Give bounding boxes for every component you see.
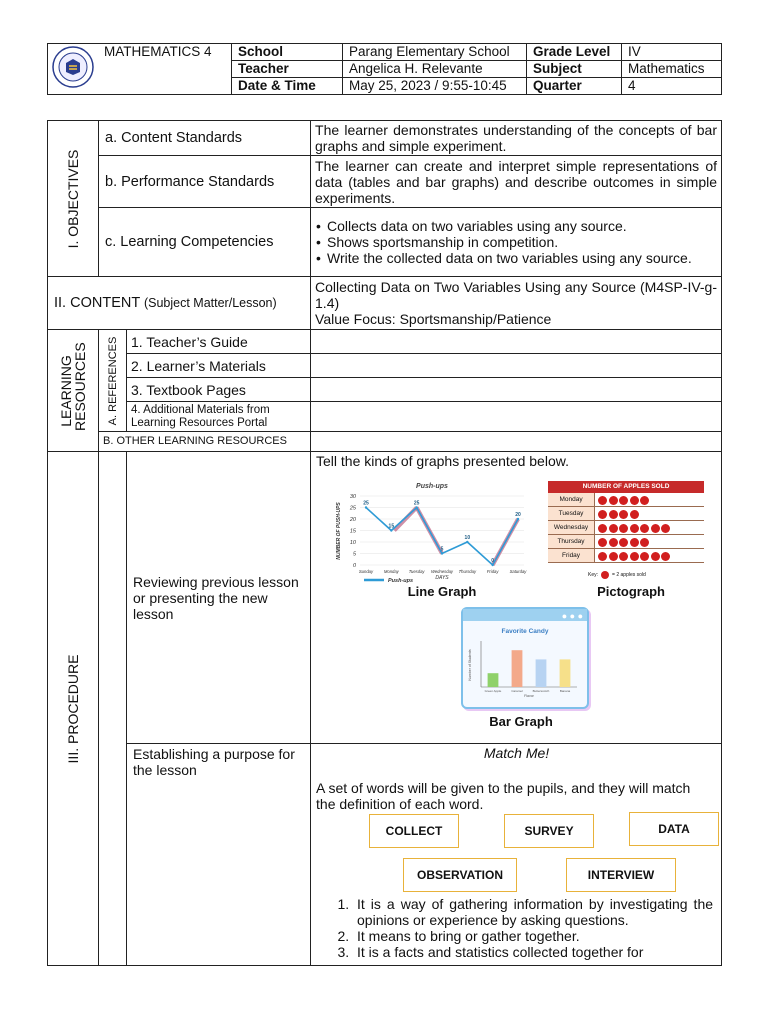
line-chart-ytick: 0 <box>352 563 357 569</box>
word-box-interview: INTERVIEW <box>566 858 676 892</box>
apple-icon <box>598 524 607 533</box>
school-value: Parang Elementary School <box>343 44 527 61</box>
subject-label: Subject <box>527 61 622 78</box>
pictograph-day: Friday <box>548 549 595 562</box>
subject-title: MATHEMATICS 4 <box>104 44 212 59</box>
line-chart-data-label: 0 <box>491 558 495 564</box>
apple-icon <box>619 510 628 519</box>
performance-standards-text: The learner can create and interpret simple representations of data (tables and bar graphs) and describe outcomes in simple experiments. <box>311 156 722 208</box>
pictograph-row <box>548 521 704 535</box>
deped-seal-icon <box>51 45 95 89</box>
textbook-value <box>311 378 722 402</box>
bar-chart-bar <box>536 659 547 687</box>
pictograph-row <box>548 507 704 521</box>
apple-icon <box>609 524 618 533</box>
bar-graph-caption: Bar Graph <box>489 714 553 729</box>
content-label: II. CONTENT <box>54 295 140 311</box>
line-chart-point <box>415 506 417 508</box>
apple-icon <box>661 552 670 561</box>
line-chart-data-label: 15 <box>388 523 395 530</box>
competencies-cell <box>311 208 722 277</box>
line-chart-data-label: 20 <box>515 512 521 518</box>
pictograph-row <box>548 549 704 563</box>
teacher-value: Angelica H. Relevante <box>343 61 527 78</box>
bar-graph-window <box>461 607 589 709</box>
additional-materials-value <box>311 402 722 432</box>
line-chart-point <box>441 552 443 554</box>
line-chart-xtick: Thursday <box>458 569 477 574</box>
apple-icon <box>609 552 618 561</box>
line-chart-xtick: Friday <box>486 569 499 574</box>
apple-icon <box>609 538 618 547</box>
review-content-cell <box>311 452 722 744</box>
bar-chart-bar <box>512 650 523 687</box>
line-graph-caption: Line Graph <box>407 584 477 599</box>
apple-icon <box>598 538 607 547</box>
grade-value: IV <box>622 44 722 61</box>
line-chart-xlabel: DAYS <box>435 575 449 581</box>
apple-icon <box>619 538 628 547</box>
bar-chart-xlabel: Flavor <box>524 694 534 698</box>
content-sublabel: (Subject Matter/Lesson) <box>143 296 277 310</box>
pictograph-title: NUMBER OF APPLES SOLD <box>548 481 704 493</box>
objectives-label-cell <box>48 121 99 277</box>
bar-graph <box>463 621 583 705</box>
word-box-observation: OBSERVATION <box>403 858 517 892</box>
purpose-label: Establishing a purpose for the lesson <box>133 746 295 778</box>
references-label: A. REFERENCES <box>106 336 119 425</box>
apple-key-icon <box>601 571 609 579</box>
line-chart-point <box>390 529 392 531</box>
review-label: Reviewing previous lesson or presenting the new lesson <box>133 573 299 622</box>
apple-icon <box>619 496 628 505</box>
additional-materials-label: 4. Additional Materials from Learning Resources Portal <box>127 402 311 432</box>
subject-value: Mathematics <box>622 61 722 78</box>
window-dots-icon: ● ● ● <box>561 611 584 621</box>
apple-icon <box>661 524 670 533</box>
line-chart-data-label: 25 <box>363 500 369 507</box>
bar-chart-xtick: Caramel <box>511 689 523 693</box>
textbook-label: 3. Textbook Pages <box>127 378 311 402</box>
word-box-survey: SURVEY <box>504 814 594 848</box>
bar-chart-bar <box>488 673 499 687</box>
pictograph-row <box>548 535 704 549</box>
performance-standards-label: b. Performance Standards <box>99 156 311 208</box>
pictograph <box>548 481 704 583</box>
competency-item: • Shows sportsmanship in competition. <box>327 234 717 250</box>
line-chart-point <box>491 564 493 566</box>
line-chart-xtick: Tuesday <box>408 569 425 574</box>
learners-materials-label: 2. Learner’s Materials <box>127 354 311 378</box>
lesson-plan-table <box>47 120 722 966</box>
line-chart-data-label: 25 <box>413 500 420 507</box>
line-chart-ytick: 10 <box>349 540 357 546</box>
line-chart-data-label: 5 <box>440 546 444 553</box>
other-resources-label: B. OTHER LEARNING RESOURCES <box>99 432 311 452</box>
line-chart-ytick: 30 <box>349 494 357 500</box>
teachers-guide-label: 1. Teacher’s Guide <box>127 330 311 354</box>
line-chart-ytick: 25 <box>349 505 357 512</box>
definition-item: 2. It means to bring or gather together. <box>353 928 713 944</box>
resources-label: LEARNING RESOURCES <box>58 341 88 431</box>
apple-icon <box>619 524 628 533</box>
pictograph-row <box>548 493 704 507</box>
review-instruction: Tell the kinds of graphs presented below. <box>316 453 569 469</box>
line-chart-xtick: Saturday <box>509 569 527 574</box>
definition-item: 1. It is a way of gathering information by investigating the opinions or experience by asking questions. <box>353 896 713 928</box>
procedure-label: III. PROCEDURE <box>65 654 81 763</box>
content-cell <box>311 277 722 330</box>
apple-icon <box>651 524 660 533</box>
teachers-guide-value <box>311 330 722 354</box>
apple-icon <box>640 524 649 533</box>
teacher-label: Teacher <box>232 61 343 78</box>
bar-chart-title: Favorite Candy <box>501 628 549 635</box>
bar-chart-xtick: Green Apple <box>484 689 502 693</box>
content-line-1: Collecting Data on Two Variables Using any Source (M4SP-IV-g-1.4) <box>315 279 718 311</box>
line-graph <box>334 479 529 583</box>
content-label-cell <box>48 277 311 330</box>
content-standards-text: The learner demonstrates understanding of the concepts of bar graphs and simple experiment. <box>311 121 722 156</box>
apple-icon <box>609 510 618 519</box>
pictograph-day: Monday <box>548 493 595 506</box>
content-standards-label: a. Content Standards <box>99 121 311 156</box>
quarter-label: Quarter <box>527 78 622 95</box>
resources-label-cell <box>48 330 99 452</box>
competency-item: • Collects data on two variables using any source. <box>327 218 717 234</box>
header-table <box>47 43 722 95</box>
line-chart-xtick: Monday <box>383 569 399 574</box>
procedure-label-cell <box>48 452 99 966</box>
apple-icon <box>598 496 607 505</box>
learners-materials-value <box>311 354 722 378</box>
line-chart-ylabel: NUMBER OF PUSH-UPS <box>336 502 343 560</box>
grade-label: Grade Level <box>527 44 622 61</box>
apple-icon <box>630 510 639 519</box>
review-label-cell <box>127 452 311 744</box>
pictograph-day: Tuesday <box>548 507 595 520</box>
word-box-collect: COLLECT <box>369 814 459 848</box>
competency-item: • Write the collected data on two variables using any source. <box>327 250 717 266</box>
header-title-cell <box>48 44 232 95</box>
apple-icon <box>619 552 628 561</box>
line-chart-title: Push-ups <box>416 483 448 490</box>
school-label: School <box>232 44 343 61</box>
other-resources-value <box>311 432 722 452</box>
activity-text: A set of words will be given to the pupils, and they will match the definition of each word. <box>316 780 691 812</box>
apple-icon <box>640 496 649 505</box>
datetime-label: Date & Time <box>232 78 343 95</box>
pictograph-caption: Pictograph <box>597 584 665 599</box>
line-chart-xtick: Sunday <box>358 569 374 574</box>
pictograph-key-text: = 2 apples sold <box>612 572 646 578</box>
objectives-label: I. OBJECTIVES <box>65 149 81 248</box>
line-chart-legend-label: Push-ups <box>388 578 414 583</box>
activity-title: Match Me! <box>483 745 550 761</box>
word-box-data: DATA <box>629 812 719 846</box>
procedure-spacer-cell <box>99 452 127 966</box>
definition-item: 3. It is a facts and statistics collected together for <box>353 944 713 960</box>
line-chart-xtick: Wednesday <box>430 569 454 574</box>
line-chart-point <box>517 518 519 520</box>
definitions-list <box>311 896 713 960</box>
pictograph-day: Wednesday <box>548 521 595 534</box>
line-chart-point <box>466 541 468 543</box>
bar-chart-bar <box>560 659 571 687</box>
purpose-label-cell <box>127 744 311 966</box>
line-chart-point <box>365 506 367 508</box>
pictograph-day: Thursday <box>548 535 595 548</box>
datetime-value: May 25, 2023 / 9:55-10:45 <box>343 78 527 95</box>
quarter-value: 4 <box>622 78 722 95</box>
bar-chart-ylabel: Number of Students <box>468 649 473 681</box>
apple-icon <box>640 538 649 547</box>
line-chart-ytick: 5 <box>352 551 357 558</box>
pictograph-key-label: Key: <box>588 572 599 578</box>
line-chart-data-label: 10 <box>464 535 471 541</box>
references-label-cell <box>99 330 127 432</box>
apple-icon <box>640 552 649 561</box>
purpose-content-cell <box>311 744 722 966</box>
bar-chart-xtick: Butterscotch <box>532 689 550 693</box>
content-line-2: Value Focus: Sportsmanship/Patience <box>315 311 552 327</box>
apple-icon <box>630 524 639 533</box>
apple-icon <box>609 496 618 505</box>
competencies-label: c. Learning Competencies <box>99 208 311 277</box>
line-chart-ytick: 20 <box>349 517 357 523</box>
line-chart-ytick: 15 <box>349 528 357 535</box>
bar-graph-titlebar <box>463 609 587 621</box>
apple-icon <box>630 538 639 547</box>
apple-icon <box>630 496 639 505</box>
apple-icon <box>630 552 639 561</box>
apple-icon <box>598 510 607 519</box>
apple-icon <box>598 552 607 561</box>
apple-icon <box>651 552 660 561</box>
bar-chart-xtick: Banana <box>559 689 571 693</box>
